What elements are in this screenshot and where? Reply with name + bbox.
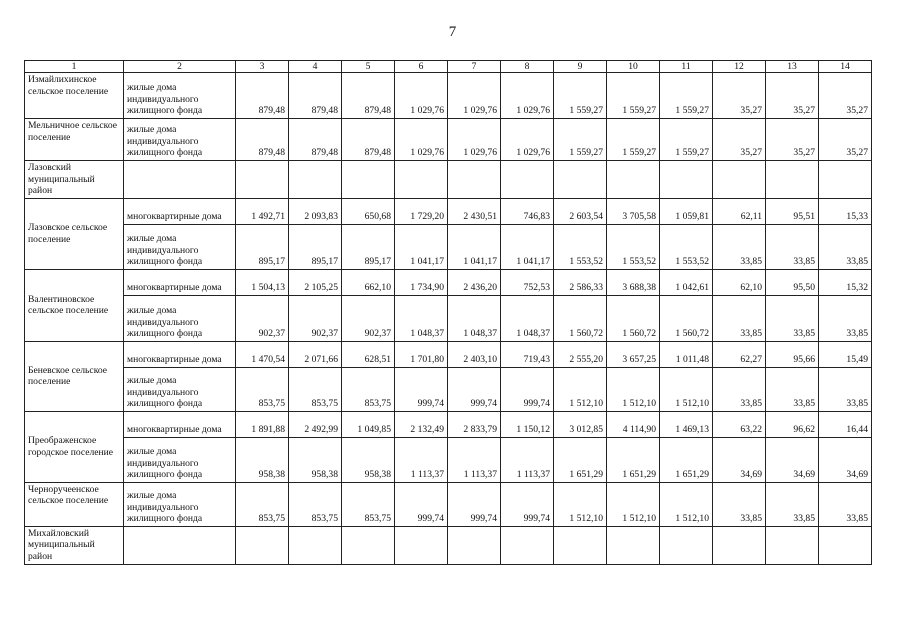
value-cell: 35,27 (819, 119, 872, 161)
value-cell: 96,62 (766, 411, 819, 437)
column-header-14: 14 (819, 61, 872, 73)
value-cell: 35,27 (766, 119, 819, 161)
column-header-4: 4 (289, 61, 342, 73)
column-header-7: 7 (448, 61, 501, 73)
tariff-table (24, 60, 872, 565)
value-cell: 33,85 (819, 224, 872, 269)
value-cell: 853,75 (289, 482, 342, 526)
value-cell: 62,10 (713, 269, 766, 295)
value-cell: 95,51 (766, 198, 819, 224)
value-cell: 1 059,81 (660, 198, 713, 224)
value-cell (713, 526, 766, 564)
value-cell: 1 559,27 (554, 73, 607, 119)
column-header-8: 8 (501, 61, 554, 73)
value-cell: 1 559,27 (660, 119, 713, 161)
value-cell: 628,51 (342, 341, 395, 367)
value-cell: 1 553,52 (607, 224, 660, 269)
value-cell (395, 161, 448, 199)
value-cell: 879,48 (236, 119, 289, 161)
value-cell: 879,48 (289, 73, 342, 119)
value-cell: 95,66 (766, 341, 819, 367)
value-cell: 1 560,72 (607, 295, 660, 341)
value-cell: 33,85 (819, 482, 872, 526)
value-cell (448, 526, 501, 564)
value-cell: 1 559,27 (607, 119, 660, 161)
value-cell: 999,74 (395, 482, 448, 526)
column-header-1: 1 (25, 61, 124, 73)
value-cell: 1 701,80 (395, 341, 448, 367)
value-cell: 1 029,76 (448, 73, 501, 119)
table-row (25, 411, 872, 437)
header-row (25, 61, 872, 73)
value-cell: 2 105,25 (289, 269, 342, 295)
value-cell: 34,69 (713, 437, 766, 482)
value-cell: 1 729,20 (395, 198, 448, 224)
territory-name: Беневское сельское поселение (25, 341, 124, 411)
value-cell: 999,74 (448, 367, 501, 411)
value-cell: 4 114,90 (607, 411, 660, 437)
value-cell: 33,85 (819, 367, 872, 411)
value-cell: 3 705,58 (607, 198, 660, 224)
value-cell: 1 029,76 (448, 119, 501, 161)
value-cell: 1 470,54 (236, 341, 289, 367)
value-cell: 1 041,17 (501, 224, 554, 269)
value-cell: 719,43 (501, 341, 554, 367)
value-cell: 1 029,76 (395, 119, 448, 161)
table-row (25, 341, 872, 367)
value-cell: 1 559,27 (554, 119, 607, 161)
value-cell: 1 512,10 (607, 367, 660, 411)
value-cell: 35,27 (766, 73, 819, 119)
value-cell: 62,27 (713, 341, 766, 367)
value-cell: 662,10 (342, 269, 395, 295)
value-cell (713, 161, 766, 199)
value-cell: 1 512,10 (660, 482, 713, 526)
value-cell: 15,49 (819, 341, 872, 367)
value-cell: 752,53 (501, 269, 554, 295)
value-cell: 853,75 (289, 367, 342, 411)
value-cell: 1 113,37 (395, 437, 448, 482)
housing-type (124, 526, 236, 564)
column-header-9: 9 (554, 61, 607, 73)
housing-type: жилые дома индивидуального жилищного фонда (124, 73, 236, 119)
value-cell (607, 526, 660, 564)
column-header-6: 6 (395, 61, 448, 73)
value-cell (554, 161, 607, 199)
territory-name: Лазовский муниципальный район (25, 161, 124, 199)
value-cell: 879,48 (342, 119, 395, 161)
housing-type: жилые дома индивидуального жилищного фонда (124, 367, 236, 411)
value-cell: 33,85 (713, 295, 766, 341)
value-cell: 895,17 (236, 224, 289, 269)
value-cell: 33,85 (713, 482, 766, 526)
value-cell: 3 688,38 (607, 269, 660, 295)
value-cell: 1 553,52 (660, 224, 713, 269)
value-cell (660, 526, 713, 564)
value-cell: 999,74 (501, 482, 554, 526)
value-cell: 1 504,13 (236, 269, 289, 295)
value-cell: 2 555,20 (554, 341, 607, 367)
value-cell: 1 113,37 (501, 437, 554, 482)
page-number: 7 (448, 24, 457, 40)
value-cell: 853,75 (342, 367, 395, 411)
value-cell: 958,38 (342, 437, 395, 482)
housing-type (124, 161, 236, 199)
value-cell (766, 526, 819, 564)
value-cell: 999,74 (448, 482, 501, 526)
housing-type: жилые дома индивидуального жилищного фонда (124, 482, 236, 526)
value-cell (236, 526, 289, 564)
value-cell: 1 048,37 (395, 295, 448, 341)
territory-name: Преображенское городское поселение (25, 411, 124, 482)
value-cell (289, 161, 342, 199)
value-cell: 62,11 (713, 198, 766, 224)
table-row (25, 367, 872, 411)
value-cell: 33,85 (766, 295, 819, 341)
value-cell: 1 651,29 (660, 437, 713, 482)
value-cell: 1 512,10 (554, 482, 607, 526)
table-row (25, 526, 872, 564)
value-cell: 2 492,99 (289, 411, 342, 437)
table-row (25, 269, 872, 295)
value-cell: 999,74 (395, 367, 448, 411)
value-cell: 879,48 (236, 73, 289, 119)
value-cell: 1 651,29 (554, 437, 607, 482)
value-cell: 1 651,29 (607, 437, 660, 482)
territory-name: Черноручеенское сельское поселение (25, 482, 124, 526)
value-cell: 1 048,37 (448, 295, 501, 341)
housing-type: жилые дома индивидуального жилищного фонда (124, 437, 236, 482)
table-row (25, 73, 872, 119)
value-cell: 1 512,10 (660, 367, 713, 411)
value-cell: 33,85 (766, 482, 819, 526)
value-cell: 33,85 (766, 224, 819, 269)
value-cell: 902,37 (289, 295, 342, 341)
value-cell: 853,75 (236, 367, 289, 411)
value-cell: 1 041,17 (448, 224, 501, 269)
table-row (25, 161, 872, 199)
value-cell: 2 833,79 (448, 411, 501, 437)
territory-name: Мельничное сельское поселение (25, 119, 124, 161)
housing-type: жилые дома индивидуального жилищного фонда (124, 224, 236, 269)
table-row (25, 119, 872, 161)
value-cell: 33,85 (766, 367, 819, 411)
value-cell: 1 512,10 (554, 367, 607, 411)
value-cell: 2 436,20 (448, 269, 501, 295)
value-cell: 746,83 (501, 198, 554, 224)
territory-name: Михайловский муниципальный район (25, 526, 124, 564)
column-header-5: 5 (342, 61, 395, 73)
value-cell: 1 734,90 (395, 269, 448, 295)
value-cell (448, 161, 501, 199)
table-row (25, 482, 872, 526)
value-cell: 853,75 (342, 482, 395, 526)
value-cell: 1 011,48 (660, 341, 713, 367)
value-cell: 853,75 (236, 482, 289, 526)
column-header-3: 3 (236, 61, 289, 73)
value-cell: 1 553,52 (554, 224, 607, 269)
value-cell: 3 657,25 (607, 341, 660, 367)
value-cell: 902,37 (236, 295, 289, 341)
value-cell: 1 560,72 (660, 295, 713, 341)
value-cell: 1 512,10 (607, 482, 660, 526)
value-cell: 902,37 (342, 295, 395, 341)
value-cell: 1 560,72 (554, 295, 607, 341)
value-cell: 2 403,10 (448, 341, 501, 367)
value-cell: 1 049,85 (342, 411, 395, 437)
territory-name: Лазовское сельское поселение (25, 198, 124, 269)
territory-name: Измайлихинское сельское поселение (25, 73, 124, 119)
table-row (25, 224, 872, 269)
value-cell: 1 029,76 (501, 73, 554, 119)
value-cell: 2 603,54 (554, 198, 607, 224)
value-cell: 1 150,12 (501, 411, 554, 437)
value-cell (501, 526, 554, 564)
value-cell: 33,85 (713, 224, 766, 269)
value-cell: 34,69 (766, 437, 819, 482)
column-header-2: 2 (124, 61, 236, 73)
value-cell: 879,48 (342, 73, 395, 119)
value-cell (289, 526, 342, 564)
value-cell: 650,68 (342, 198, 395, 224)
value-cell: 999,74 (501, 367, 554, 411)
value-cell: 2 132,49 (395, 411, 448, 437)
value-cell (607, 161, 660, 199)
value-cell: 16,44 (819, 411, 872, 437)
value-cell (395, 526, 448, 564)
value-cell: 35,27 (713, 119, 766, 161)
value-cell: 1 469,13 (660, 411, 713, 437)
housing-type: жилые дома индивидуального жилищного фонда (124, 295, 236, 341)
value-cell: 3 012,85 (554, 411, 607, 437)
table-row (25, 437, 872, 482)
value-cell: 1 048,37 (501, 295, 554, 341)
value-cell (819, 526, 872, 564)
housing-type: многоквартирные дома (124, 198, 236, 224)
value-cell: 1 559,27 (660, 73, 713, 119)
housing-type: многоквартирные дома (124, 411, 236, 437)
value-cell: 1 559,27 (607, 73, 660, 119)
value-cell: 33,85 (713, 367, 766, 411)
value-cell (236, 161, 289, 199)
value-cell: 2 093,83 (289, 198, 342, 224)
value-cell: 1 029,76 (501, 119, 554, 161)
value-cell: 95,50 (766, 269, 819, 295)
value-cell: 1 492,71 (236, 198, 289, 224)
column-header-13: 13 (766, 61, 819, 73)
value-cell (342, 526, 395, 564)
value-cell: 895,17 (342, 224, 395, 269)
table-row (25, 198, 872, 224)
value-cell (766, 161, 819, 199)
value-cell (342, 161, 395, 199)
value-cell: 35,27 (819, 73, 872, 119)
value-cell: 2 071,66 (289, 341, 342, 367)
value-cell: 895,17 (289, 224, 342, 269)
value-cell: 34,69 (819, 437, 872, 482)
housing-type: многоквартирные дома (124, 269, 236, 295)
housing-type: жилые дома индивидуального жилищного фонда (124, 119, 236, 161)
value-cell (660, 161, 713, 199)
value-cell: 15,33 (819, 198, 872, 224)
value-cell: 2 430,51 (448, 198, 501, 224)
value-cell: 35,27 (713, 73, 766, 119)
territory-name: Валентиновское сельское поселение (25, 269, 124, 341)
housing-type: многоквартирные дома (124, 341, 236, 367)
value-cell: 33,85 (819, 295, 872, 341)
value-cell (819, 161, 872, 199)
value-cell: 1 029,76 (395, 73, 448, 119)
value-cell: 15,32 (819, 269, 872, 295)
value-cell: 879,48 (289, 119, 342, 161)
value-cell (554, 526, 607, 564)
column-header-11: 11 (660, 61, 713, 73)
value-cell: 1 113,37 (448, 437, 501, 482)
value-cell: 63,22 (713, 411, 766, 437)
value-cell: 1 891,88 (236, 411, 289, 437)
column-header-12: 12 (713, 61, 766, 73)
value-cell: 958,38 (236, 437, 289, 482)
value-cell: 958,38 (289, 437, 342, 482)
value-cell: 1 041,17 (395, 224, 448, 269)
table-row (25, 295, 872, 341)
value-cell: 2 586,33 (554, 269, 607, 295)
value-cell (501, 161, 554, 199)
column-header-10: 10 (607, 61, 660, 73)
value-cell: 1 042,61 (660, 269, 713, 295)
